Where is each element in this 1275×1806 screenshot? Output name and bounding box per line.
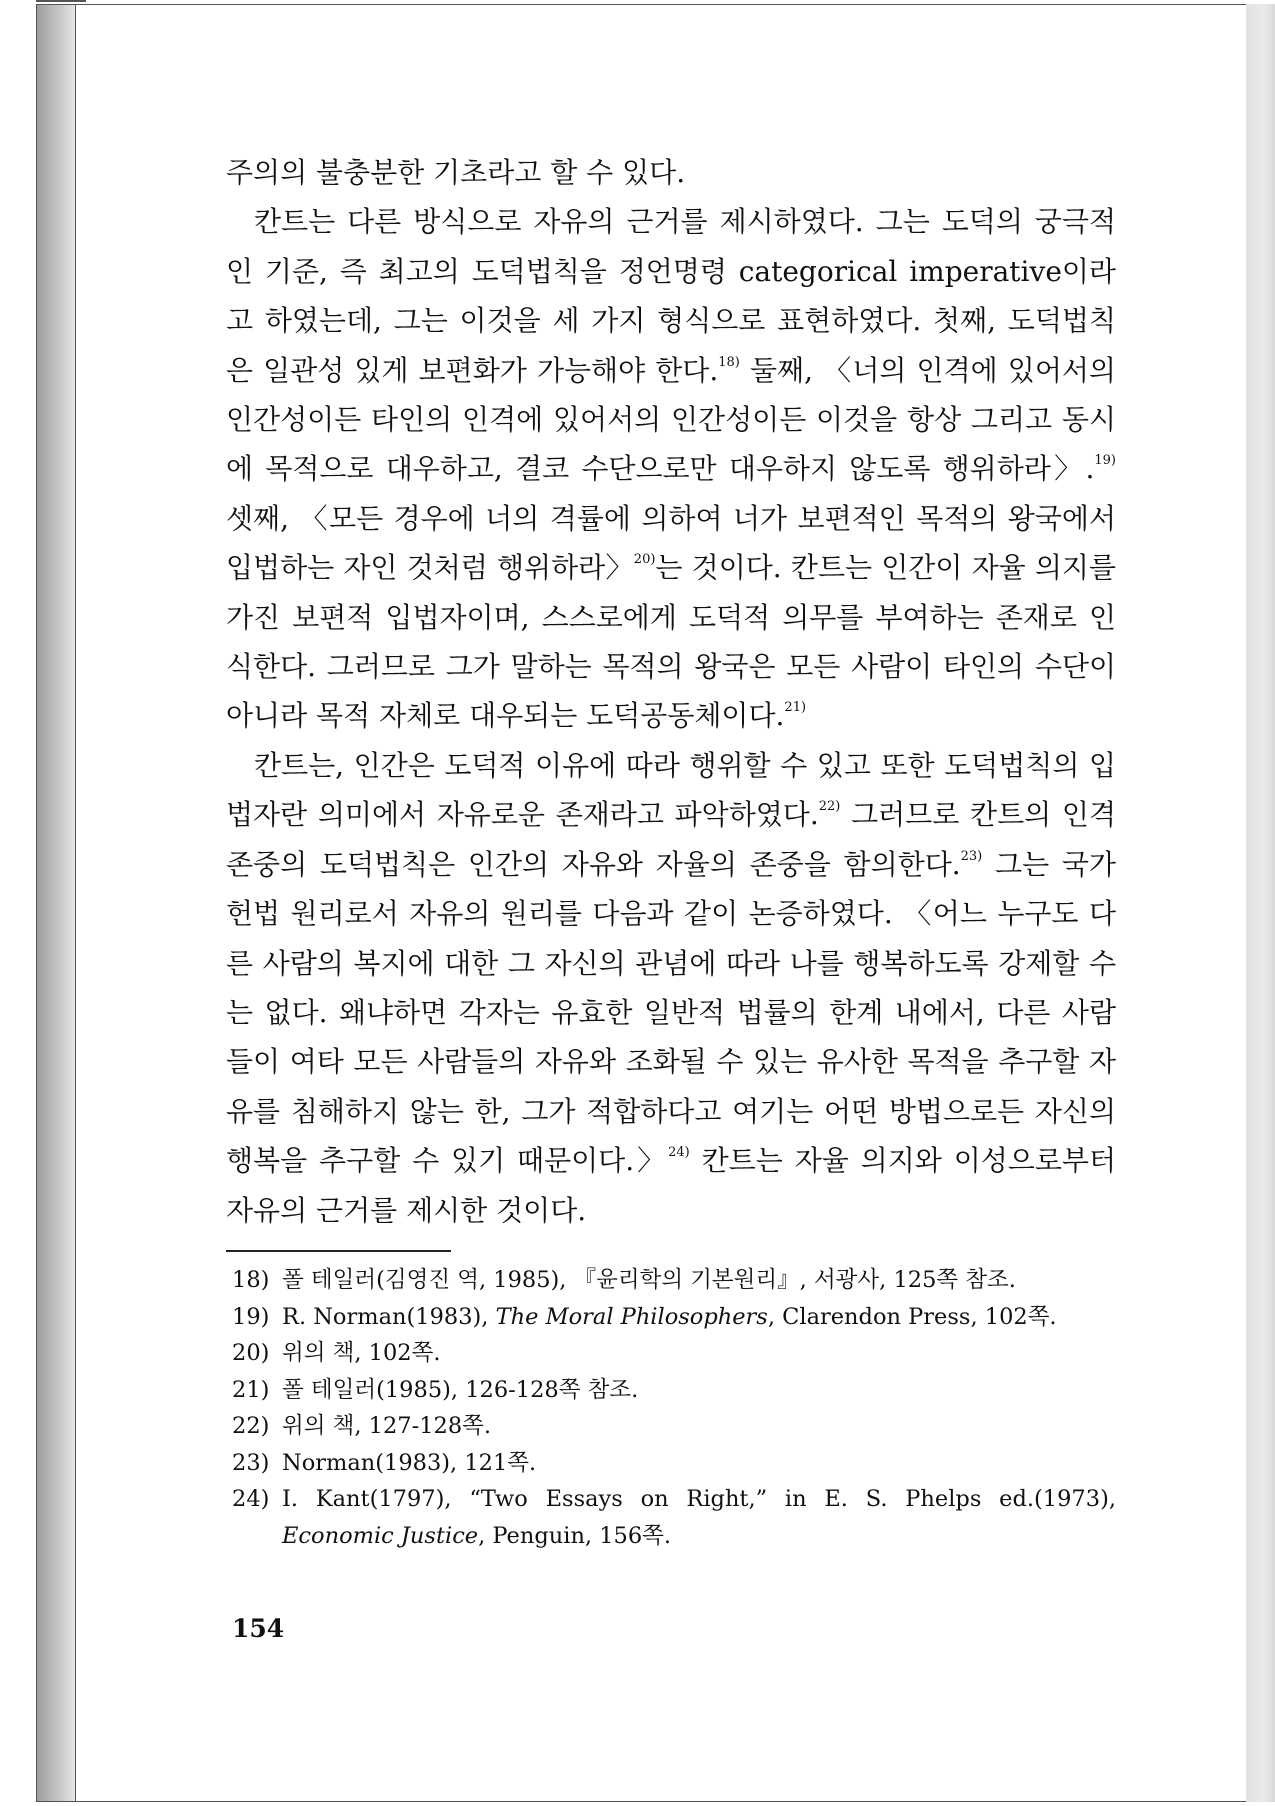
- footnote-ref-23[interactable]: 23): [960, 848, 983, 864]
- footnote-text-run: 폴 테일러(1985), 126-128쪽 참조.: [282, 1376, 639, 1403]
- text-run: 칸트는, 인간은 도덕적 이유에 따라 행위할 수 있고 또한 도덕법칙의 입법자란 의미에서 자유로운 존재라고 파악하였다.: [226, 748, 1116, 832]
- text-run: 둘째, 〈너의 인격에 있어서의 인간성이든 타인의 인격에 있어서의 인간성이든 이것을 항상 그리고 동시에 목적으로 대우하고, 결코 수단으로만 대우하지 않도록 행위하라〉.: [226, 353, 1116, 486]
- text-run: 칸트는 다른 방식으로 자유의 근거를 제시하였다. 그는 도덕의 궁극적인 기준, 즉 최고의 도덕법칙을 정언명령 categorical imperative이라고 하였는데, 그는 이것을 세 가지 형식으로 표현하였다. 첫째, 도덕법칙은 일관성 있게 보편화가 가능해야 한다.: [226, 205, 1116, 387]
- footnote-item: [232, 1408, 1116, 1445]
- footnote-item: [232, 1481, 1116, 1554]
- footnote-number: 22): [232, 1413, 270, 1439]
- footnote-item: [232, 1299, 1116, 1336]
- footnote-book-title: Economic Justice: [282, 1522, 479, 1549]
- footnote-ref-20[interactable]: 20): [633, 552, 656, 568]
- footnote-item: [232, 1445, 1116, 1482]
- footnote-text: [282, 1335, 1116, 1372]
- footnote-text-run: 폴 테일러(김영진 역, 1985), 『윤리학의 기본원리』, 서광사, 125쪽 참조.: [282, 1267, 1016, 1293]
- page-number: 154: [232, 1614, 285, 1643]
- footnote-item: [232, 1372, 1116, 1409]
- footnote-text-run: , Clarendon Press, 102쪽.: [767, 1303, 1057, 1330]
- footnote-text: [282, 1445, 1116, 1482]
- book-spine: [36, 4, 76, 1802]
- footnote-number: 24): [232, 1486, 270, 1512]
- text-run: 그러므로 칸트의 인격 존중의 도덕법칙은 인간의 자유와 자율의 존중을 함의한다.: [226, 798, 1116, 881]
- paragraph-1: [226, 148, 1116, 197]
- footnote-list: [232, 1262, 1116, 1554]
- text-run: 주의의 불충분한 기초라고 할 수 있다.: [226, 156, 686, 189]
- footnote-divider: [226, 1250, 451, 1252]
- body-text: [226, 148, 1116, 1235]
- footnote-text-run: Norman(1983), 121쪽.: [282, 1449, 537, 1476]
- text-run: 는 것이다. 칸트는 인간이 자율 의지를 가진 보편적 입법자이며, 스스로에게 도덕적 의무를 부여하는 존재로 인식한다. 그러므로 그가 말하는 목적의 왕국은 모든 사람이 타인의 수단이 아니라 목적 자체로 대우되는 도덕공동체이다.: [226, 551, 1117, 733]
- footnote-ref-24[interactable]: 24): [668, 1145, 690, 1161]
- footnote-text-run: R. Norman(1983),: [282, 1303, 496, 1330]
- footnote-number: 19): [232, 1303, 270, 1330]
- footnote-number: 21): [232, 1376, 270, 1403]
- footnote-text: [282, 1372, 1116, 1409]
- footnote-text: [282, 1408, 1116, 1445]
- text-run: 셋째, 〈모든 경우에 너의 격률에 의하여 너가 보편적인 목적의 왕국에서 입법하는 자인 것처럼 행위하라〉: [226, 501, 1116, 585]
- footnote-text: [282, 1481, 1116, 1554]
- footnote-text-run: , Penguin, 156쪽.: [478, 1522, 672, 1549]
- book-right-edge: [1246, 4, 1275, 1802]
- footnote-item: [232, 1335, 1116, 1372]
- footnote-number: 23): [232, 1449, 270, 1476]
- text-run: 칸트는 자율 의지와 이성으로부터 자유의 근거를 제시한 것이다.: [226, 1144, 1116, 1227]
- footnote-ref-22[interactable]: 22): [818, 799, 841, 815]
- footnote-number: 20): [232, 1340, 270, 1366]
- footnote-text-run: I. Kant(1797), “Two Essays on Right,” in E. S. Phelps ed.(1973),: [282, 1486, 1116, 1512]
- footnote-item: [232, 1262, 1116, 1299]
- footnote-ref-18[interactable]: 18): [718, 354, 740, 370]
- footnote-text-run: 위의 책, 127-128쪽.: [282, 1413, 492, 1439]
- footnote-number: 18): [232, 1267, 270, 1293]
- footnote-text: [282, 1262, 1116, 1299]
- text-run: 그는 국가 헌법 원리로서 자유의 원리를 다음과 같이 논증하였다. 〈어느 누구도 다른 사람의 복지에 대한 그 자신의 관념에 따라 나를 행복하도록 강제할 수는 없다. 왜냐하면 각자는 유효한 일반적 법률의 한계 내에서, 다른 사람들이 여타 모든 사람들의 자유와 조화될 수 있는 유사한 목적을 추구할 자유를 침해하지 않는 한, 그가 적합하다고 여기는 어떤 방법으로든 자신의 행복을 추구할 수 있기 때문이다.〉: [226, 847, 1116, 1178]
- footnote-book-title: The Moral Philosophers: [495, 1303, 768, 1330]
- paragraph-3: [226, 741, 1116, 1235]
- paragraph-2: [226, 197, 1116, 740]
- footnote-ref-21[interactable]: 21): [784, 700, 807, 716]
- footnote-text: [282, 1299, 1116, 1336]
- footnote-ref-19[interactable]: 19): [1094, 453, 1116, 469]
- footnote-text-run: 위의 책, 102쪽.: [282, 1340, 441, 1366]
